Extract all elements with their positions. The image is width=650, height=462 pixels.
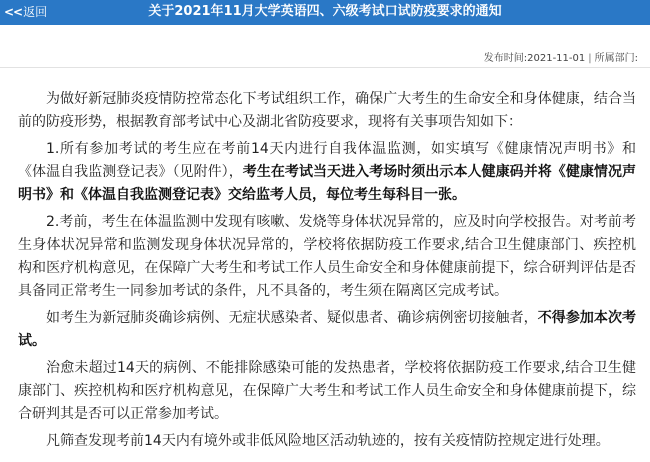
page-title: 关于2021年11月大学英语四、六级考试口试防疫要求的通知 [148, 4, 502, 19]
paragraph-item-1 [18, 138, 636, 207]
paragraph-item-1-emphasis: 考生在考试当天进入考场时须出示本人健康码并将《健康情况声明书》和《体温自我监测登记表》交给监考人员，每位考生每科目一张。 [18, 164, 637, 203]
publish-time-label: 发布时间: [483, 53, 528, 64]
article-meta [484, 52, 638, 66]
back-link-label: 返回 [23, 5, 48, 19]
publish-date: 2021-11-01 [527, 53, 586, 64]
department-label: 所属部门: [594, 53, 638, 64]
paragraph-confirmed-cases [18, 307, 636, 353]
article-body [18, 88, 636, 457]
paragraph-recovered-cases: 治愈未超过14天的病例、不能排除感染可能的发热患者，学校将依据防疫工作要求,结合卫生健康部门、疾控机构和医疗机构意见，在保障广大考生和考试工作人员生命安全和身体健康前提下，综合研判其是否可以正常参加考试。 [18, 360, 636, 422]
paragraph-confirmed-cases-emphasis: 不得参加本次考试。 [18, 310, 637, 349]
meta-separator: | [588, 53, 592, 64]
paragraph-confirmed-cases-text: 如考生为新冠肺炎确诊病例、无症状感染者、疑似患者、确诊病例密切接触者， [46, 310, 538, 326]
paragraph-item-1-text: 1.所有参加考试的考生应在考前14天内进行自我体温监测，如实填写《健康情况声明书》和《体温自我监测登记表》（见附件）， [18, 141, 636, 180]
top-header-bar [0, 0, 650, 25]
meta-divider [0, 67, 650, 68]
double-chevron-left-icon: << [4, 5, 23, 19]
paragraph-intro: 为做好新冠肺炎疫情防控常态化下考试组织工作，确保广大考生的生命安全和身体健康，结合当前的防疫形势，根据教育部考试中心及湖北省防疫要求，现将有关事项告知如下： [18, 91, 636, 130]
paragraph-item-2: 2.考前，考生在体温监测中发现有咳嗽、发烧等身体状况异常的，应及时向学校报告。对考前考生身体状况异常和监测发现身体状况异常的，学校将依据防疫工作要求,结合卫生健康部门、疾控机构和医疗机构意见，在保障广大考生和考试工作人员生命安全和身体健康前提下，综合研判评估是否具备同正常考生一同参加考试的条件，凡不具备的，考生须在隔离区完成考试。 [18, 214, 636, 299]
paragraph-travel-history: 凡筛查发现考前14天内有境外或非低风险地区活动轨迹的，按有关疫情防控规定进行处理。 [46, 433, 610, 449]
